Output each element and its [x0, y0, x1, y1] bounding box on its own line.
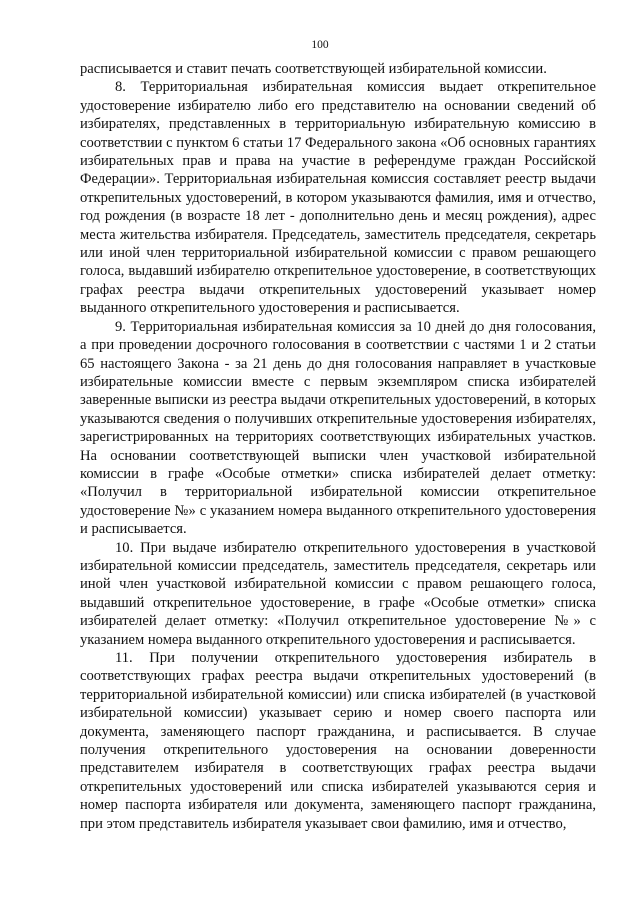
paragraph-item-8: 8. Территориальная избирательная комиссия выдает открепительное удостоверение избирателю либо его представителю на основании сведений об избирателях, представленных в территориальную избирательную комиссию в соответствии с пунктом 6 статьи 17 Федерального закона «Об основных гарантиях избирательных прав и права на участие в референдуме граждан Российской Федерации». Территориальная избирательная комиссия составляет реестр выдачи открепительных удостоверений, в котором указываются фамилия, имя и отчество, год рождения (в возрасте 18 лет - дополнительно день и месяц рождения), адрес места жительства избирателя. Председатель, заместитель председателя, секретарь или иной член территориальной избирательной комиссии с правом решающего голоса, выдавший избирателю открепительное удостоверение, в соответствующих графах реестра выдачи открепительных удостоверений указывает номер выданного открепительного удостоверения и расписывается.	[80, 79, 596, 317]
paragraph-item-11: 11. При получении открепительного удостоверения избиратель в соответствующих графах реестра выдачи открепительных удостоверений (в территориальной избирательной комиссии) или списка избирателей (в участковой избирательной комиссии) указывает серию и номер своего паспорта или документа, заменяющего паспорт гражданина, и расписывается. В случае получения открепительного удостоверения на основании доверенности представителем избирателя в соответствующих графах реестра выдачи открепительных удостоверений или списка избирателей указываются серия и номер паспорта избирателя или документа, заменяющего паспорт гражданина, при этом представитель избирателя указывает свои фамилию, имя и отчество,	[80, 650, 596, 832]
paragraph-item-10: 10. При выдаче избирателю открепительного удостоверения в участковой избирательной комиссии председатель, заместитель председателя, секретарь или иной член участковой избирательной комиссии с правом решающего голоса, выдавший открепительное удостоверение, в графе «Особые отметки» списка избирателей делает отметку: «Получил открепительное удостоверение №» с указанием номера выданного открепительного удостоверения и расписывается.	[80, 539, 596, 648]
paragraph-item-9: 9. Территориальная избирательная комиссия за 10 дней до дня голосования, а при проведении досрочного голосования в соответствии с частями 1 и 2 статьи 65 настоящего Закона - за 21 день до дня голосования направляет в участковые избирательные комиссии вместе с первым экземпляром списка избирателей заверенные выписки из реестра выдачи открепительных удостоверений, в которых указываются сведения о получивших открепительные удостоверения избирателях, зарегистрированных на территориях соответствующих избирательных участков. На основании соответствующей выписки член участковой избирательной комиссии в графе «Особые отметки» списка избирателей делает отметку: «Получил в территориальной избирательной комиссии открепительное удостоверение №» с указанием номера выданного открепительного удостоверения и расписывается.	[80, 318, 596, 538]
paragraph-continuation: расписывается и ставит печать соответствующей избирательной комиссии.	[80, 61, 547, 77]
page-number: 100	[311, 39, 329, 51]
document-body	[80, 60, 596, 833]
